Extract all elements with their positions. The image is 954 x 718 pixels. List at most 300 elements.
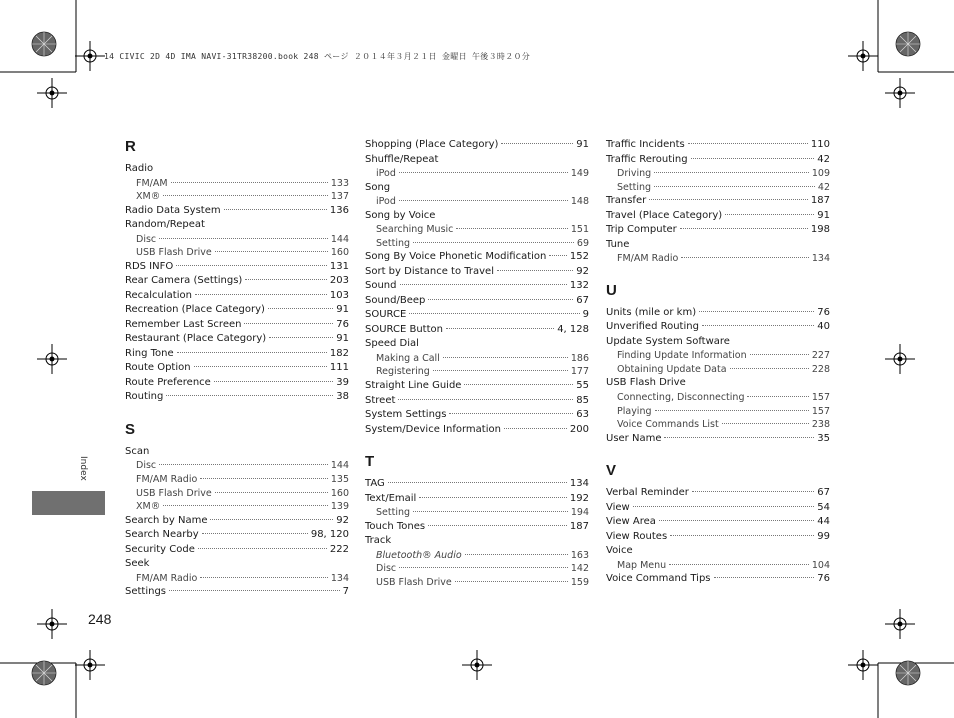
- index-entry: [125, 162, 349, 177]
- entry-page-ref[interactable]: 133: [330, 177, 349, 189]
- entry-term: Traffic Rerouting: [606, 153, 688, 165]
- index-entry: [125, 585, 349, 600]
- entry-list: [125, 162, 349, 405]
- dot-leader: [654, 172, 809, 173]
- index-entry: [365, 520, 589, 535]
- entry-term: FM/AM Radio: [617, 253, 679, 265]
- entry-page-ref[interactable]: 7: [342, 586, 349, 598]
- section-letter: U: [606, 281, 617, 299]
- index-entry: [125, 318, 349, 333]
- index-subentry: [365, 549, 589, 563]
- dot-leader: [398, 399, 573, 400]
- entry-term: FM/AM Radio: [136, 473, 198, 485]
- dot-leader: [159, 464, 328, 465]
- entry-page-ref[interactable]: 187: [810, 195, 830, 207]
- entry-term: System/Device Information: [365, 423, 501, 435]
- entry-page-ref[interactable]: 69: [576, 237, 589, 249]
- dot-leader: [702, 325, 814, 326]
- index-entry: [606, 209, 830, 224]
- dot-leader: [159, 238, 328, 239]
- dot-leader: [428, 299, 573, 300]
- dot-leader: [722, 423, 809, 424]
- dot-leader: [409, 313, 579, 314]
- index-entry: [606, 306, 830, 321]
- index-subentry: [125, 190, 349, 204]
- index-section-t: [365, 453, 589, 589]
- entry-page-ref[interactable]: 144: [330, 460, 349, 472]
- entry-page-ref[interactable]: 44: [817, 516, 830, 528]
- section-letter: T: [365, 453, 375, 471]
- dot-leader: [200, 478, 328, 479]
- dot-leader: [688, 143, 808, 144]
- dot-leader: [464, 384, 573, 385]
- dot-leader: [215, 251, 328, 252]
- entry-page-ref[interactable]: 92: [336, 514, 349, 526]
- entry-page-ref[interactable]: 137: [330, 191, 349, 203]
- dot-leader: [680, 228, 808, 229]
- index-subentry: [365, 576, 589, 590]
- dot-leader: [549, 255, 567, 256]
- dot-leader: [465, 554, 568, 555]
- entry-term: Scan: [125, 445, 150, 457]
- entry-page-ref[interactable]: 98, 120: [310, 529, 349, 541]
- entry-term: Driving: [617, 168, 652, 179]
- entry-term: USB Flash Drive: [606, 377, 686, 389]
- entry-term: Setting: [376, 507, 411, 519]
- index-subentry: [365, 167, 589, 181]
- entry-term: Random/Repeat: [125, 219, 205, 231]
- entry-page-ref[interactable]: 159: [570, 576, 589, 588]
- index-entry: [606, 376, 830, 391]
- entry-page-ref[interactable]: 144: [330, 233, 349, 245]
- entry-term: Track: [365, 535, 392, 547]
- index-subentry: [606, 405, 830, 419]
- dot-leader: [747, 396, 808, 397]
- dot-leader: [670, 535, 814, 536]
- entry-term: RDS INFO: [125, 260, 174, 272]
- index-entry: [365, 408, 589, 423]
- entry-page-ref[interactable]: 131: [329, 260, 349, 272]
- entry-term: Obtaining Update Data: [617, 363, 727, 375]
- entry-page-ref[interactable]: 85: [576, 394, 589, 406]
- print-header: 14 CIVIC 2D 4D IMA NAVI-31TR38200.book 248 ページ ２０１４年３月２１日 金曜日 午後３時２０分: [104, 52, 531, 61]
- dot-leader: [669, 564, 809, 565]
- entry-term: Sound: [365, 280, 397, 292]
- index-entry: [125, 390, 349, 405]
- index-section-u: [606, 282, 830, 446]
- entry-term: SOURCE: [365, 309, 407, 321]
- entry-page-ref[interactable]: 92: [576, 265, 589, 277]
- dot-leader: [200, 577, 328, 578]
- entry-term: Bluetooth® Audio: [376, 549, 462, 561]
- entry-page-ref[interactable]: 42: [817, 153, 830, 165]
- index-entry: [125, 347, 349, 362]
- entry-page-ref[interactable]: 203: [329, 275, 349, 287]
- entry-term: Disc: [136, 233, 157, 245]
- dot-leader: [725, 214, 814, 215]
- index-entry: [365, 181, 589, 196]
- index-subentry: [606, 252, 830, 266]
- entry-page-ref[interactable]: 67: [817, 487, 830, 499]
- dot-leader: [433, 370, 568, 371]
- index-tab[interactable]: [32, 491, 105, 515]
- entry-term: Transfer: [606, 195, 647, 207]
- entry-term: Disc: [136, 460, 157, 472]
- entry-term: Connecting, Disconnecting: [617, 391, 745, 403]
- entry-term: Recalculation: [125, 289, 192, 301]
- entry-list: [365, 477, 589, 589]
- entry-page-ref[interactable]: 228: [811, 363, 830, 375]
- entry-term: Disc: [376, 563, 397, 575]
- entry-page-ref[interactable]: 135: [330, 473, 349, 485]
- index-entry: [125, 376, 349, 391]
- entry-page-ref[interactable]: 42: [817, 181, 830, 193]
- entry-page-ref[interactable]: 136: [329, 204, 349, 216]
- entry-page-ref[interactable]: 38: [336, 391, 349, 403]
- entry-list: [125, 445, 349, 600]
- entry-term: Shuffle/Repeat: [365, 153, 439, 165]
- entry-term: USB Flash Drive: [136, 487, 212, 499]
- index-entry: [125, 361, 349, 376]
- entry-page-ref[interactable]: 192: [569, 492, 589, 504]
- index-entry: [125, 218, 349, 233]
- index-entry: [365, 209, 589, 224]
- index-entry: [606, 223, 830, 238]
- entry-term: Speed Dial: [365, 338, 419, 350]
- entry-page-ref[interactable]: 63: [576, 409, 589, 421]
- dot-leader: [413, 242, 574, 243]
- entry-page-ref[interactable]: 134: [811, 253, 830, 265]
- index-entry: [125, 332, 349, 347]
- entry-term: Units (mile or km): [606, 306, 697, 318]
- entry-term: TAG: [365, 478, 385, 490]
- dot-leader: [214, 381, 333, 382]
- entry-page-ref[interactable]: 99: [817, 530, 830, 542]
- entry-term: Security Code: [125, 543, 195, 555]
- entry-term: Song By Voice Phonetic Modification: [365, 251, 547, 263]
- index-entry: [606, 515, 830, 530]
- entry-page-ref[interactable]: 91: [336, 304, 349, 316]
- entry-page-ref[interactable]: 76: [817, 306, 830, 318]
- dot-leader: [163, 195, 328, 196]
- dot-leader: [399, 200, 568, 201]
- entry-page-ref[interactable]: 187: [569, 520, 589, 532]
- index-subentry: [606, 363, 830, 377]
- dot-leader: [163, 505, 328, 506]
- entry-term: Voice: [606, 545, 633, 557]
- index-entry: [125, 289, 349, 304]
- index-entry: [125, 303, 349, 318]
- entry-term: Tune: [606, 238, 630, 250]
- entry-page-ref[interactable]: 194: [570, 507, 589, 519]
- index-section-r: [125, 138, 349, 405]
- dot-leader: [176, 265, 327, 266]
- entry-page-ref[interactable]: 104: [811, 559, 830, 571]
- index-entry: [606, 153, 830, 168]
- dot-leader: [504, 428, 567, 429]
- entry-term: Recreation (Place Category): [125, 304, 265, 316]
- entry-page-ref[interactable]: 110: [810, 139, 830, 150]
- entry-term: Song by Voice: [365, 209, 436, 221]
- index-entry: [365, 492, 589, 507]
- entry-page-ref[interactable]: 163: [570, 549, 589, 561]
- entry-term: Restaurant (Place Category): [125, 333, 267, 345]
- entry-term: Route Option: [125, 362, 191, 374]
- index-entry: [365, 265, 589, 280]
- dot-leader: [449, 413, 573, 414]
- dot-leader: [388, 482, 567, 483]
- dot-leader: [456, 228, 567, 229]
- index-subentry: [606, 391, 830, 405]
- index-subentry: [125, 487, 349, 501]
- entry-page-ref[interactable]: 227: [811, 350, 830, 362]
- entry-term: Search by Name: [125, 514, 208, 526]
- entry-term: SOURCE Button: [365, 323, 443, 335]
- entry-page-ref[interactable]: 222: [329, 543, 349, 555]
- entry-page-ref[interactable]: 91: [336, 333, 349, 345]
- entry-term: FM/AM Radio: [136, 572, 198, 584]
- dot-leader: [202, 533, 308, 534]
- entry-page-ref[interactable]: 238: [811, 419, 830, 431]
- dot-leader: [664, 437, 814, 438]
- entry-term: Update System Software: [606, 335, 730, 347]
- entry-page-ref[interactable]: 200: [569, 423, 589, 435]
- dot-leader: [633, 506, 815, 507]
- index-subentry: [606, 559, 830, 573]
- index-entry: [125, 204, 349, 219]
- index-entry: [365, 423, 589, 438]
- index-entry: [365, 153, 589, 168]
- index-section-s-cont: [365, 138, 589, 437]
- dot-leader: [171, 182, 328, 183]
- dot-leader: [268, 308, 333, 309]
- index-entry: [606, 530, 830, 545]
- dot-leader: [198, 548, 327, 549]
- entry-term: Route Preference: [125, 376, 211, 388]
- dot-leader: [649, 199, 808, 200]
- dot-leader: [245, 279, 327, 280]
- entry-page-ref[interactable]: 91: [576, 139, 589, 150]
- entry-term: XM®: [136, 501, 161, 513]
- dot-leader: [681, 257, 809, 258]
- entry-page-ref[interactable]: 39: [336, 376, 349, 388]
- entry-page-ref[interactable]: 149: [570, 168, 589, 179]
- entry-term: Search Nearby: [125, 529, 199, 541]
- entry-page-ref[interactable]: 157: [811, 405, 830, 417]
- entry-term: Ring Tone: [125, 347, 174, 359]
- dot-leader: [169, 590, 340, 591]
- entry-page-ref[interactable]: 91: [817, 209, 830, 221]
- section-letter: S: [125, 420, 136, 438]
- entry-term: View Routes: [606, 530, 668, 542]
- entry-term: Registering: [376, 366, 430, 378]
- index-subentry: [606, 349, 830, 363]
- index-subentry: [365, 223, 589, 237]
- entry-page-ref[interactable]: 152: [569, 251, 589, 263]
- index-entry: [365, 534, 589, 549]
- index-subentry: [606, 181, 830, 195]
- entry-term: User Name: [606, 432, 662, 444]
- index-entry: [606, 138, 830, 153]
- index-column-2: [365, 138, 589, 605]
- entry-page-ref[interactable]: 139: [330, 501, 349, 513]
- entry-page-ref[interactable]: 186: [570, 352, 589, 364]
- entry-page-ref[interactable]: 76: [817, 573, 830, 585]
- entry-list: [365, 138, 589, 437]
- dot-leader: [714, 577, 815, 578]
- entry-page-ref[interactable]: 54: [817, 501, 830, 513]
- entry-page-ref[interactable]: 132: [569, 280, 589, 292]
- index-entry: [606, 501, 830, 516]
- dot-leader: [399, 172, 568, 173]
- index-entry: [125, 445, 349, 460]
- entry-term: Rear Camera (Settings): [125, 275, 243, 287]
- dot-leader: [446, 328, 554, 329]
- dot-leader: [194, 366, 327, 367]
- index-subentry: [365, 195, 589, 209]
- index-entry: [125, 514, 349, 529]
- entry-page-ref[interactable]: 157: [811, 391, 830, 403]
- entry-page-ref[interactable]: 109: [811, 168, 830, 179]
- entry-term: Verbal Reminder: [606, 487, 689, 499]
- entry-page-ref[interactable]: 4, 128: [557, 323, 589, 335]
- dot-leader: [455, 581, 568, 582]
- index-entry: [365, 138, 589, 153]
- entry-term: Shopping (Place Category): [365, 139, 499, 150]
- entry-term: Voice Command Tips: [606, 573, 711, 585]
- entry-term: FM/AM: [136, 177, 168, 189]
- entry-page-ref[interactable]: 35: [817, 432, 830, 444]
- dot-leader: [655, 410, 809, 411]
- dot-leader: [419, 497, 567, 498]
- index-subentry: [125, 246, 349, 260]
- index-entry: [365, 337, 589, 352]
- dot-leader: [497, 270, 573, 271]
- index-entry: [606, 335, 830, 350]
- index-entry: [606, 544, 830, 559]
- index-subentry: [125, 500, 349, 514]
- index-entry: [365, 379, 589, 394]
- dot-leader: [166, 395, 333, 396]
- index-subentry: [606, 167, 830, 181]
- entry-page-ref[interactable]: 103: [329, 289, 349, 301]
- entry-term: Sort by Distance to Travel: [365, 265, 494, 277]
- entry-term: Travel (Place Category): [606, 209, 723, 221]
- entry-term: Radio: [125, 163, 154, 174]
- index-section-t-cont: [606, 138, 830, 266]
- dot-leader: [244, 323, 333, 324]
- entry-page-ref[interactable]: 40: [817, 321, 830, 333]
- dot-leader: [210, 519, 333, 520]
- entry-page-ref[interactable]: 177: [570, 366, 589, 378]
- entry-term: Straight Line Guide: [365, 380, 462, 392]
- entry-term: Street: [365, 394, 396, 406]
- index-subentry: [365, 562, 589, 576]
- entry-term: USB Flash Drive: [136, 247, 212, 259]
- entry-page-ref[interactable]: 148: [570, 196, 589, 208]
- dot-leader: [177, 352, 327, 353]
- entry-page-ref[interactable]: 151: [570, 224, 589, 236]
- index-entry: [125, 260, 349, 275]
- entry-page-ref[interactable]: 111: [329, 362, 349, 374]
- entry-list: [606, 306, 830, 446]
- index-entry: [606, 486, 830, 501]
- dot-leader: [269, 337, 333, 338]
- entry-term: Radio Data System: [125, 204, 221, 216]
- entry-page-ref[interactable]: 142: [570, 563, 589, 575]
- entry-term: Setting: [376, 237, 411, 249]
- entry-term: Seek: [125, 558, 150, 570]
- index-entry: [365, 477, 589, 492]
- entry-term: View Area: [606, 516, 656, 528]
- entry-term: Searching Music: [376, 224, 454, 236]
- index-entry: [365, 394, 589, 409]
- dot-leader: [659, 520, 814, 521]
- index-section-s: [125, 421, 349, 600]
- index-subentry: [365, 237, 589, 251]
- entry-term: Making a Call: [376, 352, 440, 364]
- entry-page-ref[interactable]: 134: [330, 572, 349, 584]
- page-number: 248: [88, 611, 112, 627]
- entry-term: iPod: [376, 196, 396, 208]
- index-subentry: [125, 233, 349, 247]
- index-column-3: [606, 138, 830, 603]
- entry-term: Trip Computer: [606, 224, 677, 236]
- index-section-v: [606, 462, 830, 587]
- entry-term: Routing: [125, 391, 164, 403]
- entry-page-ref[interactable]: 134: [569, 478, 589, 490]
- index-entry: [365, 250, 589, 265]
- index-entry: [606, 238, 830, 253]
- section-letter: V: [606, 462, 617, 480]
- entry-page-ref[interactable]: 55: [576, 380, 589, 392]
- index-entry: [125, 557, 349, 572]
- index-subentry: [606, 418, 830, 432]
- dot-leader: [400, 284, 567, 285]
- index-tab-label: Index: [78, 456, 88, 481]
- entry-page-ref[interactable]: 67: [576, 294, 589, 306]
- index-entry: [365, 323, 589, 338]
- entry-term: USB Flash Drive: [376, 576, 452, 588]
- dot-leader: [691, 158, 815, 159]
- entry-page-ref[interactable]: 198: [810, 224, 830, 236]
- index-entry: [606, 432, 830, 447]
- dot-leader: [428, 525, 567, 526]
- entry-page-ref[interactable]: 182: [329, 347, 349, 359]
- entry-term: Playing: [617, 405, 652, 417]
- section-letter: R: [125, 138, 136, 155]
- dot-leader: [692, 491, 814, 492]
- entry-term: View: [606, 501, 630, 513]
- entry-term: XM®: [136, 191, 161, 203]
- dot-leader: [730, 368, 809, 369]
- dot-leader: [413, 511, 568, 512]
- entry-term: Settings: [125, 586, 167, 598]
- dot-leader: [750, 354, 809, 355]
- entry-term: Unverified Routing: [606, 321, 699, 333]
- entry-term: Touch Tones: [365, 520, 426, 532]
- entry-page-ref[interactable]: 160: [330, 247, 349, 259]
- index-column-1: [125, 138, 349, 616]
- entry-page-ref[interactable]: 160: [330, 487, 349, 499]
- index-entry: [606, 194, 830, 209]
- entry-term: Sound/Beep: [365, 294, 426, 306]
- dot-leader: [501, 143, 573, 144]
- entry-term: Remember Last Screen: [125, 318, 242, 330]
- entry-term: Setting: [617, 181, 652, 193]
- entry-page-ref[interactable]: 76: [336, 318, 349, 330]
- entry-page-ref[interactable]: 9: [582, 309, 589, 321]
